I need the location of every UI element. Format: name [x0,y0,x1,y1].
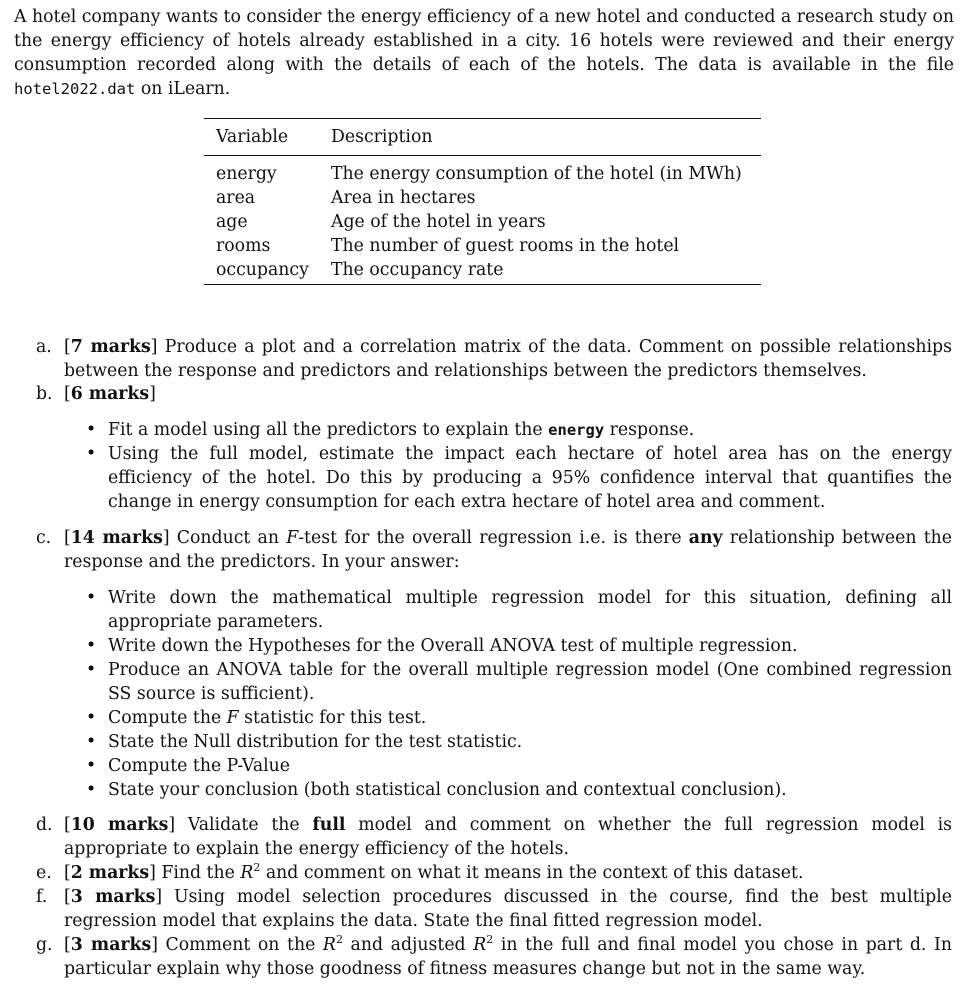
question-g: g. [3 marks] Comment on the $R^2$ and adjusted $R^2$ in the full and final model you chose in part d. In particular explain why those goodness of fitness measures change but not in the same way. [36,933,952,979]
list-item: • Using the full model, estimate the impact each hectare of hotel area has on the energy efficiency of the hotel. Do this by producing a 95% confidence interval that quantifies the change in energy consumption for each extra hectare of hotel area and comment. [86,442,952,514]
list-item: • Write down the mathematical multiple regression model for this situation, defining all appropriate parameters. [86,586,952,634]
list-item: • State the Null distribution for the test statistic. [86,730,952,754]
question-label: g. [36,935,53,955]
marks: 6 marks [70,384,150,404]
question-label: e. [36,863,52,883]
marks: 3 marks [70,935,152,955]
question-label: d. [36,815,53,835]
list-item: • State your conclusion (both statistical conclusion and contextual conclusion). [86,778,952,802]
list-item: • Fit a model using all the predictors to explain the energy response. [86,418,952,442]
variable-table [204,118,761,285]
intro-paragraph: A hotel company wants to consider the energy efficiency of a new hotel and conducted a research study on the energy efficiency of hotels already established in a city. 16 hotels were reviewed and their energy consumption recorded along with the details of each of the hotels. The data is available in the file hotel2022.dat on iLearn. [14,7,954,99]
table-row: occupancy The occupancy rate [204,258,761,285]
marks: 2 marks [70,863,150,883]
question-b-bullets [86,418,952,514]
question-label: f. [36,887,48,907]
question-b: b. [6 marks] [36,384,156,404]
list-item: • Produce an ANOVA table for the overall multiple regression model (One combined regression SS source is sufficient). [86,658,952,706]
marks: 7 marks [70,337,151,357]
marks: 3 marks [70,887,156,907]
question-c: c. [14 marks] Conduct an F-test for the overall regression i.e. is there any relationship between the response and the predictors. In your answer: [36,528,953,572]
list-item: • Compute the F statistic for this test. [86,706,952,730]
marks: 14 marks [70,528,163,548]
table-row: rooms The number of guest rooms in the hotel [216,236,680,256]
list-item: • Write down the Hypotheses for the Overall ANOVA test of multiple regression. [86,634,952,658]
table-row: energy The energy consumption of the hotel (in MWh) [216,164,742,184]
question-d: d. [10 marks] Validate the full model and comment on whether the full regression model is appropriate to explain the energy efficiency of the hotels. [36,815,952,859]
data-filename: hotel2022.dat [14,80,136,98]
header-description: Description [331,119,761,156]
question-label: b. [36,384,53,404]
table-row: area Area in hectares [216,188,476,208]
question-f: f. [3 marks] Using model selection procedures discussed in the course, find the best multiple regression model that explains the data. State the final fitted regression model. [36,887,952,931]
question-a: a. [7 marks] Produce a plot and a correlation matrix of the data. Comment on possible relationships between the response and predictors and relationships between the predictors themselves. [36,337,952,381]
list-item: • Compute the P-Value [86,754,952,778]
question-c-bullets [86,586,952,802]
marks: 10 marks [70,815,169,835]
table-header-row [204,119,761,156]
header-variable: Variable [204,119,331,156]
question-label: a. [36,337,52,357]
question-e: e. [2 marks] Find the $R^2$ and comment on what it means in the context of this dataset. [36,861,804,883]
table-row: age Age of the hotel in years [216,212,546,232]
question-label: c. [36,528,52,548]
